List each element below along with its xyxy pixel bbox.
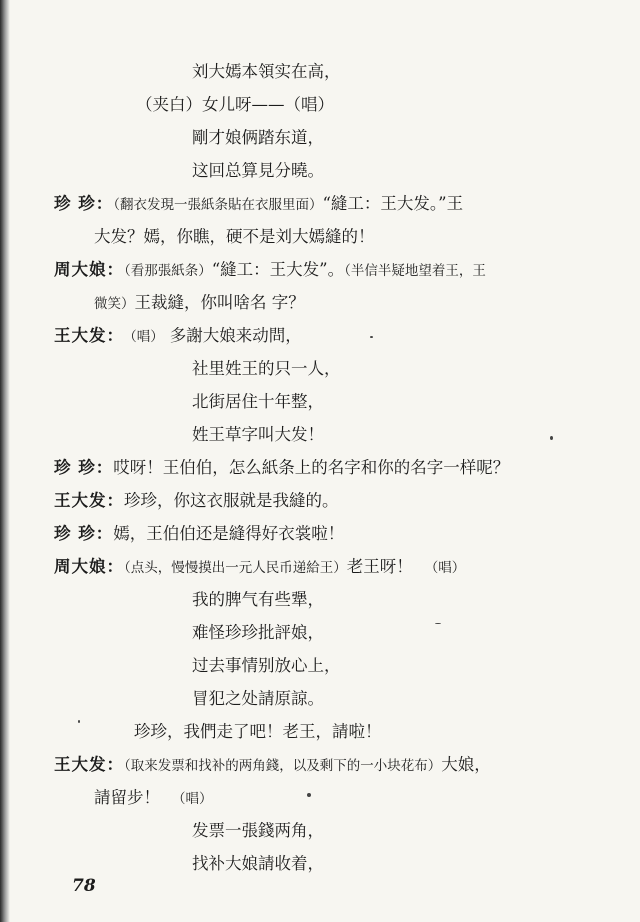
dialogue-line [54, 490, 339, 512]
scan-speck [307, 793, 311, 797]
dialogue-text: “縫工：王大发。”王 [322, 194, 464, 213]
dialogue-text: 嫣，王伯伯还是縫得好衣裳啦！ [113, 524, 345, 543]
scan-speck [550, 436, 553, 440]
dialogue-continuation [94, 787, 213, 810]
dialogue-line [54, 259, 486, 282]
dialogue-text: 哎呀！王伯伯，怎么紙条上的名字和你的名字一样呢？ [113, 458, 510, 477]
scan-speck [370, 336, 373, 338]
dialogue-text: 大娘， [441, 755, 491, 774]
verse-line: 找补大娘請收着， [192, 854, 324, 873]
verse-line: 刘大嫣本領实在高， [192, 62, 341, 81]
dialogue-text: 老王呀！ [346, 557, 413, 576]
sing-cue: （唱） [130, 329, 164, 345]
aside-line: （夹白）女儿呀——（唱） [136, 95, 334, 114]
speaker-name: 珍 珍： [54, 524, 114, 543]
stage-direction: （翻衣发現一張紙条貼在衣服里面） [113, 197, 323, 213]
sing-cue: （唱） [172, 791, 213, 807]
speaker-name: 周大娘： [54, 557, 124, 576]
scan-speck [435, 623, 441, 624]
stage-direction: （取来发票和找补的两角錢，以及剩下的一小块花布） [124, 758, 442, 774]
stage-direction: 微笑） [94, 296, 135, 312]
dialogue-text: 請留步！ [94, 788, 160, 807]
speaker-name: 珍 珍： [54, 194, 114, 213]
stage-direction: （点头，慢慢摸出一元人民币递給王） [124, 560, 347, 576]
verse-line: 发票一張錢两角， [192, 821, 324, 840]
stage-direction: （看那張紙条） [124, 263, 212, 279]
verse-line: 这回总算見分曉。 [192, 161, 324, 180]
verse-line: 北街居住十年整， [192, 392, 324, 411]
dialogue-text: “縫工：王大发”。 [211, 260, 345, 279]
scan-speck [78, 720, 80, 723]
speaker-name: 王大发： [54, 326, 124, 345]
dialogue-line [54, 754, 491, 777]
verse-line: 社里姓王的只一人， [192, 359, 341, 378]
speaker-name: 王大发： [54, 491, 124, 510]
page-number: 78 [72, 876, 96, 896]
verse-line: 难怪珍珍批評娘， [192, 623, 324, 642]
dialogue-continuation: 大发？嫣，你瞧，硬不是刘大嫣縫的！ [94, 227, 375, 246]
verse-line: 冒犯之处請原諒。 [192, 689, 324, 708]
speaker-name: 珍 珍： [54, 458, 114, 477]
verse-line: 姓王草字叫大发！ [192, 425, 324, 444]
dialogue-line [54, 193, 463, 216]
dialogue-line [54, 556, 465, 579]
dialogue-text: 珍珍，我們走了吧！老王，請啦！ [134, 722, 382, 741]
dialogue-continuation [94, 292, 305, 315]
dialogue-line [54, 457, 509, 479]
verse-line: 剛才娘俩踏东道， [192, 128, 324, 147]
dialogue-line [54, 325, 302, 348]
speaker-name: 周大娘： [54, 260, 124, 279]
verse-line: 过去事情别放心上， [192, 656, 341, 675]
dialogue-line [54, 523, 344, 545]
speaker-name: 王大发： [54, 755, 124, 774]
scan-binding-edge [0, 0, 10, 922]
stage-direction: （半信半疑地望着王，王 [344, 263, 486, 279]
sing-cue: （唱） [424, 560, 466, 576]
dialogue-text: 王裁縫，你叫啥名 字？ [134, 293, 305, 312]
verse-line: 我的脾气有些犟， [192, 590, 324, 609]
verse-line: 多謝大娘来动問， [169, 326, 302, 345]
dialogue-text: 珍珍，你这衣服就是我縫的。 [124, 491, 339, 510]
